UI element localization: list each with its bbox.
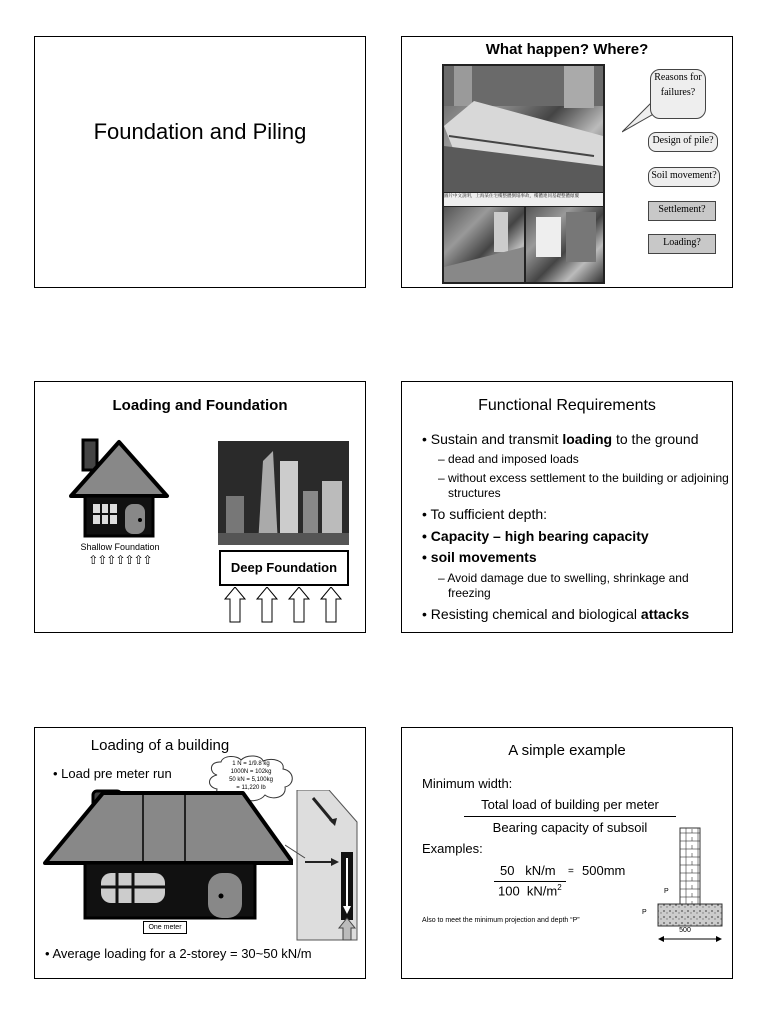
depth-p-label: P — [642, 909, 647, 916]
option-soil-movement: Soil movement? — [648, 167, 720, 187]
shallow-foundation-label: Shallow Foundation — [80, 542, 160, 552]
bullet-bold: loading — [562, 431, 613, 447]
photo-collage — [442, 64, 605, 284]
option-loading: Loading? — [648, 234, 716, 254]
photo-caption: 圖片中文說明，上海某住宅樓整體倒塌事故，樓體連同基礎整體傾覆 — [444, 193, 603, 206]
city-skyline-photo — [218, 441, 349, 545]
deep-foundation-arrows — [223, 587, 353, 623]
min-width-label: Minimum width: — [422, 776, 513, 791]
example-denominator — [498, 883, 562, 898]
slide-5 — [34, 727, 366, 979]
projection-p-label: P — [664, 888, 669, 895]
example-numerator: 50 kN/m — [500, 863, 556, 878]
bullet-text: Resisting chemical and biological — [430, 606, 641, 622]
fraction-line — [464, 816, 676, 817]
slide-1 — [34, 36, 366, 288]
slide-title: Loading of a building — [90, 737, 230, 754]
bullet-depth: • To sufficient depth: — [422, 506, 548, 522]
bullet-load-per-meter: • Load pre meter run — [53, 766, 172, 781]
photo-bottom-left — [444, 207, 524, 282]
example-equals: = — [568, 866, 574, 877]
bullet-soil-movements: • soil movements — [422, 549, 537, 565]
cloud-line: 1 N = 1/9.8 kg — [232, 761, 270, 767]
cloud-line: = 11,220 lb — [236, 785, 266, 791]
sub-text: Avoid damage due to swelling, shrinkage and freezing — [447, 571, 689, 600]
slide-2 — [401, 36, 733, 288]
cloud-line: 50 kN = 5,100kg — [229, 777, 273, 783]
slide-title: Loading and Foundation — [112, 397, 288, 414]
building-drawing — [43, 783, 293, 938]
projection-note: Also to meet the minimum projection and depth “P” — [422, 917, 580, 924]
slide-title: A simple example — [508, 742, 626, 759]
bullet-text: To sufficient depth: — [430, 506, 548, 522]
example-fraction-line — [494, 881, 566, 882]
bullet-bold: attacks — [640, 606, 690, 622]
shallow-arrows: ⇧⇧⇧⇧⇧⇧⇧ — [88, 553, 152, 567]
sub-bullet-damage: – Avoid damage due to swelling, shrinkage and freezing — [438, 571, 689, 600]
bullet-text: Average loading for a 2-storey = 30~50 kN/m — [52, 946, 312, 961]
foundation-section-diagram — [650, 825, 730, 943]
superscript: 2 — [557, 883, 562, 892]
examples-label: Examples: — [422, 841, 483, 856]
option-design-of-pile: Design of pile? — [648, 132, 718, 152]
example-result: 500mm — [582, 863, 626, 878]
deep-foundation-box: Deep Foundation — [219, 550, 349, 586]
fraction-numerator: Total load of building per meter — [481, 797, 659, 812]
bullet-text: to the ground — [612, 431, 699, 447]
slide-4 — [401, 381, 733, 633]
slide-3 — [34, 381, 366, 633]
slide-title: What happen? Where? — [485, 41, 649, 58]
one-meter-label: One meter — [143, 921, 187, 934]
denominator-text: 100 kN/m — [498, 883, 558, 899]
bullet-resisting: • Resisting chemical and biological attacks — [422, 606, 690, 622]
width-dimension-label: 500 — [679, 927, 691, 934]
bullet-text: Sustain and transmit — [430, 431, 563, 447]
bullet-average-loading: • Average loading for a 2-storey = 30~50 kN/m — [45, 946, 312, 961]
bullet-capacity: • Capacity – high bearing capacity — [422, 528, 649, 544]
bullet-sustain: • Sustain and transmit loading to the ground — [422, 431, 699, 447]
photo-bottom-right — [526, 207, 603, 282]
wall-section-diagram — [285, 790, 365, 945]
sub-bullet-settlement: – without excess settlement to the building or adjoining structures — [438, 471, 729, 500]
sub-text: dead and imposed loads — [448, 452, 579, 466]
bullet-text: soil movements — [430, 549, 537, 565]
collapsed-building-photo — [444, 66, 603, 192]
fraction-denominator: Bearing capacity of subsoil — [492, 820, 648, 835]
cloud-line: 1000N = 102kg — [230, 769, 272, 775]
sub-text: without excess settlement to the building or adjoining structures — [448, 471, 729, 500]
bullet-text: Capacity – high bearing capacity — [430, 528, 649, 544]
reasons-bubble: Reasons for failures? — [650, 69, 706, 119]
slide-6 — [401, 727, 733, 979]
slide-title: Foundation and Piling — [93, 119, 307, 144]
bullet-text: Load pre meter run — [61, 766, 172, 781]
house-icon — [67, 438, 171, 540]
option-settlement: Settlement? — [648, 201, 716, 221]
slide-title: Functional Requirements — [478, 397, 656, 414]
sub-bullet-loads: – dead and imposed loads — [438, 452, 579, 466]
